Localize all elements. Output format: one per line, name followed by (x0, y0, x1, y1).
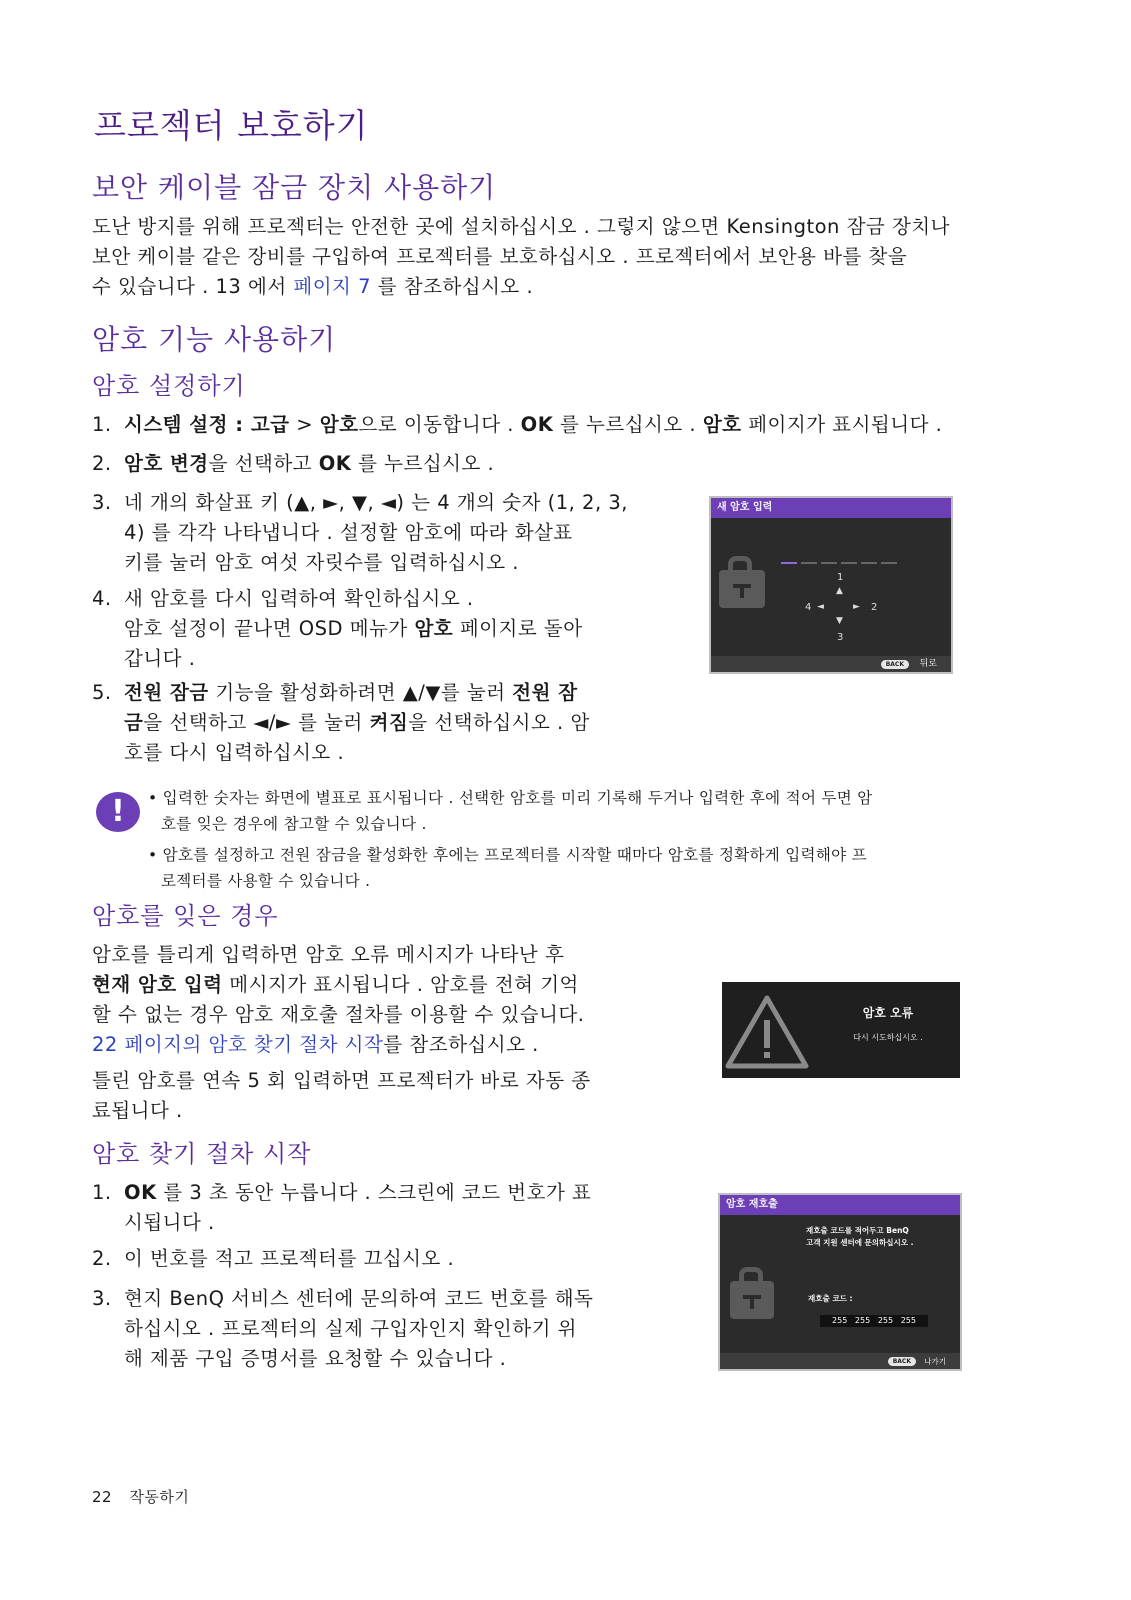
password-error-screen (722, 982, 960, 1078)
recall-code-label: 재호출 코드 : (808, 1294, 853, 1303)
arrow-down-icon: ▼ (836, 616, 843, 626)
subheading-set-password: 암호 설정하기 (92, 372, 246, 400)
recall-procedure-link[interactable]: 22 페이지의 암호 찾기 절차 시작 (92, 1033, 384, 1056)
page-title: 프로젝터 보호하기 (94, 106, 369, 145)
warning-triangle-icon (724, 994, 810, 1070)
step-item: 1. 시스템 설정 : 고급 > 암호으로 이동합니다 . OK 를 누르십시오 . 암호 페이지가 표시됩니다 . (92, 413, 943, 436)
paragraph-line: 수 있습니다 . 13 에서 페이지 7 를 참조하십시오 . (92, 275, 534, 298)
new-password-screen (709, 496, 953, 674)
footer-section: 작동하기 (129, 1488, 190, 1506)
exit-label: 나가기 (924, 1357, 946, 1366)
step-item: 1. OK 를 3 초 동안 누릅니다 . 스크린에 코드 번호가 표 시됩니다 . (92, 1181, 592, 1234)
recall-message: 재호출 코드를 적어두고 BenQ 고객 지원 센터에 문의하십시오 . (806, 1226, 914, 1247)
screen-footer (711, 656, 951, 672)
subheading-forgot-password: 암호를 잊은 경우 (92, 902, 279, 930)
arrow-left-icon: ◄ (817, 602, 824, 612)
paragraph-line: 도난 방지를 위해 프로젝터는 안전한 곳에 설치하십시오 . 그렇지 않으면 Kensington 잠금 장치나 (92, 215, 950, 238)
section-heading-password: 암호 기능 사용하기 (92, 323, 337, 356)
screen-title: 암호 재호출 (720, 1195, 960, 1215)
step-item: 2. 이 번호를 적고 프로젝터를 끄십시오 . (92, 1247, 455, 1270)
step-item: 4. 새 암호를 다시 입력하여 확인하십시오 . 암호 설정이 끝나면 OSD 메뉴가 암호 페이지로 돌아 갑니다 . (92, 587, 583, 670)
key-left-number: 4 (805, 602, 812, 613)
key-right-number: 2 (871, 602, 878, 613)
recall-code-value: 255 255 255 255 (820, 1315, 928, 1327)
step-item: 5. 전원 잠금 기능을 활성화하려면 ▲/▼를 눌러 전원 잠 금을 선택하고 ◄/► 를 눌러 켜짐을 선택하십시오 . 암 호를 다시 입력하십시오 . (92, 681, 590, 764)
lock-icon (719, 570, 765, 608)
page-link[interactable]: 페이지 7 (293, 275, 371, 298)
key-down-number: 3 (837, 632, 844, 643)
step-item: 2. 암호 변경을 선택하고 OK 를 누르십시오 . (92, 452, 495, 475)
screen-footer (720, 1353, 960, 1369)
error-message: 다시 시도하십시오 . (853, 1033, 923, 1042)
forgot-password-paragraph: 암호를 틀리게 입력하면 암호 오류 메시지가 나타난 후 현재 암호 입력 메시지가 표시됩니다 . 암호를 전혀 기억 할 수 없는 경우 암호 재호출 절차를 이용할 수 있습니다. 22 페이지의 암호 찾기 절차 시작를 참조하십시오 . (92, 943, 585, 1056)
cable-lock-paragraph (92, 212, 1052, 302)
back-label: 뒤로 (919, 659, 937, 669)
lock-icon (730, 1281, 774, 1319)
password-recall-screen (718, 1193, 962, 1371)
note-item: • 입력한 숫자는 화면에 별표로 표시됩니다 . 선택한 암호를 미리 기록해 두거나 입력한 후에 적어 두면 암 호를 잊은 경우에 참고할 수 있습니다 . (148, 789, 873, 833)
note-item: • 암호를 설정하고 전원 잠금을 활성화한 후에는 프로젝터를 시작할 때마다 암호를 정확하게 입력해야 프 로젝터를 사용할 수 있습니다 . (148, 846, 867, 890)
error-title: 암호 오류 (862, 1006, 914, 1020)
warning-icon: ! (96, 792, 140, 832)
page-footer (92, 1486, 189, 1507)
arrow-up-icon: ▲ (836, 586, 843, 596)
paragraph-line: 보안 케이블 같은 장비를 구입하여 프로젝터를 보호하십시오 . 프로젝터에서 보안용 바를 찾을 (92, 245, 908, 268)
section-heading-cable-lock: 보안 케이블 잠금 장치 사용하기 (92, 171, 497, 204)
arrow-right-icon: ► (853, 602, 860, 612)
key-up-number: 1 (837, 572, 844, 583)
step-item: 3. 네 개의 화살표 키 (▲, ►, ▼, ◄) 는 4 개의 숫자 (1, 2, 3, 4) 를 각각 나타냅니다 . 설정할 암호에 따라 화살표 키를 눌러 암호 여섯 자릿수를 입력하십시오 . (92, 491, 628, 574)
page-number: 22 (92, 1488, 113, 1506)
back-key-icon: BACK (881, 660, 909, 669)
step-item: 3. 현지 BenQ 서비스 센터에 문의하여 코드 번호를 해독 하십시오 . 프로젝터의 실제 구입자인지 확인하기 위 해 제품 구입 증명서를 요청할 수 있습니다 . (92, 1287, 594, 1370)
back-key-icon: BACK (888, 1357, 916, 1366)
subheading-recall-procedure: 암호 찾기 절차 시작 (92, 1140, 312, 1168)
auto-shutdown-paragraph: 틀린 암호를 연속 5 회 입력하면 프로젝터가 바로 자동 종 료됩니다 . (92, 1069, 591, 1122)
screen-title: 새 암호 입력 (711, 498, 951, 518)
